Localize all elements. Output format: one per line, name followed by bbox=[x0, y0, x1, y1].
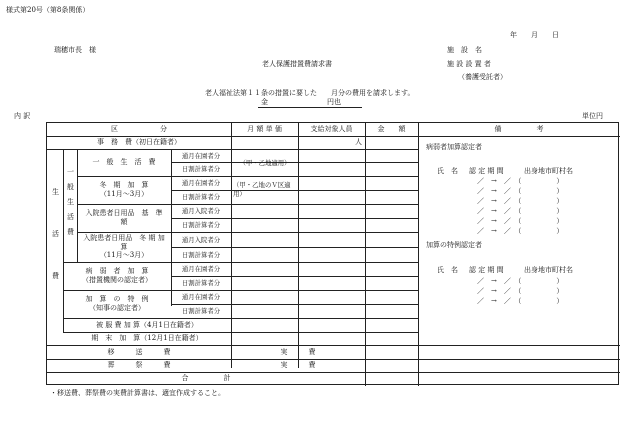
document-title: 老人保護措置費請求書 bbox=[262, 60, 332, 68]
remarks-sick-row-3: ／ → ／ （ ） bbox=[477, 197, 564, 205]
amount-prefix: 金 bbox=[261, 98, 268, 106]
general-regular: 通月在園者分 bbox=[181, 151, 221, 160]
facility-name-label: 施 設 名 bbox=[447, 46, 482, 54]
area-a-b-v-note: （甲・乙地のＶ区適用） bbox=[233, 181, 291, 198]
winter-period-label: （11月～3月） bbox=[99, 190, 149, 198]
special-addition-label: 加 算 の 特 例 bbox=[85, 295, 149, 303]
expense-table bbox=[46, 122, 619, 385]
breakdown-label: 内 訳 bbox=[14, 112, 31, 120]
footer-note: ・移送費、葬祭費の実費計算書は、適宜作成すること。 bbox=[50, 389, 225, 397]
sick-addition-cell bbox=[63, 262, 171, 290]
remarks-col-period: 認 定 期 間 bbox=[469, 167, 504, 175]
amount-underline bbox=[258, 107, 362, 108]
facility-operator-label: 施 設 設 置 者 bbox=[447, 60, 491, 68]
inpatient-goods-period-label: （11月～3月） bbox=[99, 251, 149, 260]
remarks-col-origin: 出身地市町村名 bbox=[524, 167, 573, 175]
remarks-sick-row-4: ／ → ／ （ ） bbox=[477, 207, 564, 215]
remarks-special-title: 加算の特例認定者 bbox=[426, 241, 482, 249]
winter-addition-label: 冬 期 加 算 bbox=[99, 181, 149, 189]
funeral-label: 葬 祭 費 bbox=[107, 361, 171, 369]
remarks-sick-title: 病弱者加算認定者 bbox=[426, 143, 482, 151]
office-expense-label: 事 務 費（初日在籍者） bbox=[97, 138, 181, 146]
inpatient-base-daily: 日割計算者分 bbox=[181, 221, 221, 229]
living-expense-label: 生 活 費 bbox=[51, 188, 60, 293]
area-a-b-note: （甲・乙地適用） bbox=[239, 158, 291, 167]
remarks-sick-row-2: ／ → ／ （ ） bbox=[477, 187, 564, 195]
sick-addition-label: 病 弱 者 加 算 bbox=[85, 267, 149, 275]
term-end-addition-label: 期 末 加 算（12月1日在籍者） bbox=[91, 334, 203, 342]
inpatient-base-regular: 通月入院者分 bbox=[181, 207, 221, 215]
transfer-actual: 実 費 bbox=[280, 347, 316, 356]
request-text: 老人福祉法第１１条の措置に要した 月分の費用を請求します。 bbox=[205, 89, 415, 97]
funeral-actual: 実 費 bbox=[280, 361, 316, 369]
special-addition-cell bbox=[63, 290, 171, 318]
remarks-sick-row-1: ／ → ／ （ ） bbox=[477, 177, 564, 185]
special-daily: 日割計算者分 bbox=[181, 307, 221, 315]
facility-entrusted-label: （養護受託者） bbox=[458, 73, 507, 81]
total-label: 合 計 bbox=[181, 374, 231, 382]
general-living-label: 一 般 生 活 費 bbox=[92, 158, 156, 166]
winter-addition-cell bbox=[77, 176, 171, 204]
remarks-special-row-2: ／ → ／ （ ） bbox=[477, 287, 564, 295]
special-regular: 通月在園者分 bbox=[181, 293, 221, 301]
addressee: 瑞穂市長 様 bbox=[54, 46, 96, 54]
header-amount: 金 額 bbox=[377, 125, 406, 133]
header-remarks: 備 考 bbox=[494, 125, 544, 133]
remarks-col-period-2: 認 定 期 間 bbox=[469, 266, 504, 274]
remarks-special-row-3: ／ → ／ （ ） bbox=[477, 297, 564, 305]
sick-addition-sub-label: （措置機関の認定者） bbox=[82, 276, 152, 284]
form-number: 様式第20号（第8条関係） bbox=[6, 6, 90, 14]
grid-line bbox=[418, 123, 419, 386]
header-monthly-unit: 月 額 単 価 bbox=[247, 125, 282, 133]
sick-daily: 日割計算者分 bbox=[181, 279, 221, 287]
winter-regular: 通月在園者分 bbox=[181, 179, 221, 187]
remarks-sick-row-6: ／ → ／ （ ） bbox=[477, 227, 564, 235]
sick-regular: 通月在園者分 bbox=[181, 265, 221, 273]
remarks-col-name-2: 氏 名 bbox=[437, 266, 458, 274]
header-category: 区 分 bbox=[111, 125, 167, 133]
inpatient-goods-winter-cell bbox=[81, 232, 167, 262]
remarks-sick-row-5: ／ → ／ （ ） bbox=[477, 217, 564, 225]
inpatient-winter-daily: 日割計算者分 bbox=[181, 250, 221, 259]
remarks-col-name: 氏 名 bbox=[437, 167, 458, 175]
clothing-addition-label: 被 服 費 加 算（4月1日在籍者） bbox=[96, 320, 198, 329]
general-daily: 日割計算者分 bbox=[181, 165, 221, 173]
inpatient-goods-base-label: 入院患者日用品 基 準 額 bbox=[85, 209, 170, 226]
winter-daily: 日割計算者分 bbox=[181, 193, 221, 201]
inpatient-winter-regular: 通月入院者分 bbox=[181, 235, 221, 244]
special-addition-sub-label: （知事の認定者） bbox=[89, 304, 145, 312]
person-unit: 人 bbox=[355, 138, 362, 146]
transfer-label: 移 送 費 bbox=[107, 347, 171, 356]
date-field: 年 月 日 bbox=[510, 31, 559, 39]
unit-label: 単位円 bbox=[582, 112, 603, 120]
general-living-group-label: 一般生活費 bbox=[66, 168, 75, 243]
remarks-special-row-1: ／ → ／ （ ） bbox=[477, 277, 564, 285]
header-payees: 支給対象人員 bbox=[310, 125, 353, 133]
inpatient-goods-winter-label: 入院患者日用品 冬 期 加 算 bbox=[83, 234, 165, 251]
remarks-col-origin-2: 出身地市町村名 bbox=[524, 266, 573, 274]
amount-suffix: 円也 bbox=[327, 98, 341, 106]
